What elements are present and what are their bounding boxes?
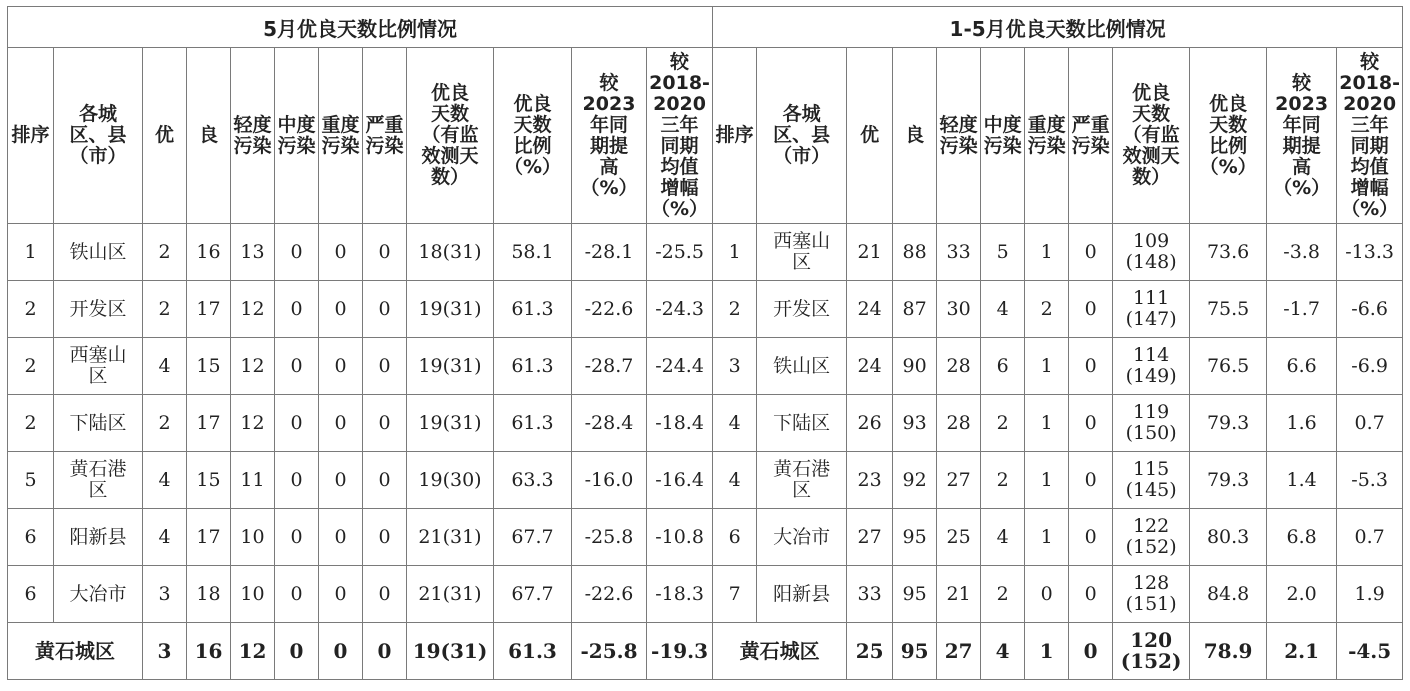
table-cell: 17 bbox=[187, 395, 231, 452]
column-header bbox=[231, 48, 275, 224]
table-cell: 12 bbox=[231, 281, 275, 338]
table-cell: 6 bbox=[713, 509, 757, 566]
table-cell: 92 bbox=[893, 452, 937, 509]
table-row bbox=[8, 224, 1403, 281]
column-header bbox=[572, 48, 647, 224]
table-cell: 7 bbox=[713, 566, 757, 623]
table-cell: 4 bbox=[981, 509, 1025, 566]
table-cell: 4 bbox=[143, 338, 187, 395]
column-header-label: 重度 污染 bbox=[321, 113, 360, 157]
table-cell: 114 (149) bbox=[1113, 338, 1190, 395]
table-cell: -25.5 bbox=[647, 224, 713, 281]
column-header bbox=[319, 48, 363, 224]
table-cell: 2 bbox=[981, 452, 1025, 509]
table-cell: 0 bbox=[275, 224, 319, 281]
table-cell: 2.1 bbox=[1267, 623, 1337, 680]
table-cell: 0 bbox=[363, 623, 407, 680]
total-label: 黄石城区 bbox=[8, 623, 143, 680]
table-cell: 13 bbox=[231, 224, 275, 281]
table-cell: 0 bbox=[275, 281, 319, 338]
table-cell: 12 bbox=[231, 623, 275, 680]
table-cell: -16.0 bbox=[572, 452, 647, 509]
table-cell: 0 bbox=[1069, 281, 1113, 338]
table-cell: 27 bbox=[847, 509, 893, 566]
table-cell: -5.3 bbox=[1337, 452, 1403, 509]
table-cell: 17 bbox=[187, 509, 231, 566]
column-header-label: 排序 bbox=[715, 124, 754, 146]
column-header-label: 较 2023 年同 期提 高 （%） bbox=[1273, 71, 1331, 199]
table-cell: 25 bbox=[847, 623, 893, 680]
table-cell: 2.0 bbox=[1267, 566, 1337, 623]
table-cell: 76.5 bbox=[1190, 338, 1267, 395]
column-header-label: 优 bbox=[860, 124, 880, 146]
table-cell: 11 bbox=[231, 452, 275, 509]
table-cell: 0 bbox=[275, 566, 319, 623]
table-cell: 23 bbox=[847, 452, 893, 509]
table-cell: -3.8 bbox=[1267, 224, 1337, 281]
table-cell: 1 bbox=[1025, 395, 1069, 452]
column-header bbox=[363, 48, 407, 224]
table-cell: 0 bbox=[1069, 509, 1113, 566]
table-cell: -28.1 bbox=[572, 224, 647, 281]
table-cell: -22.6 bbox=[572, 281, 647, 338]
table-cell: 4 bbox=[981, 281, 1025, 338]
table-row bbox=[8, 509, 1403, 566]
column-header-label: 良 bbox=[905, 124, 925, 146]
column-header-label: 优良 天数 （有监 效测天 数） bbox=[421, 82, 479, 188]
table-cell: 铁山区 bbox=[757, 338, 847, 395]
table-cell: 1 bbox=[713, 224, 757, 281]
table-cell: 2 bbox=[8, 395, 54, 452]
table-cell: 2 bbox=[981, 566, 1025, 623]
table-cell: 18 bbox=[187, 566, 231, 623]
table-cell: -13.3 bbox=[1337, 224, 1403, 281]
table-cell: 19(30) bbox=[407, 452, 494, 509]
table-cell: 2 bbox=[981, 395, 1025, 452]
table-cell: 84.8 bbox=[1190, 566, 1267, 623]
table-cell: 0.7 bbox=[1337, 509, 1403, 566]
table-cell: 111 (147) bbox=[1113, 281, 1190, 338]
table-cell: 1.4 bbox=[1267, 452, 1337, 509]
table-cell: 4 bbox=[713, 395, 757, 452]
table-cell: 128 (151) bbox=[1113, 566, 1190, 623]
table-cell: 5 bbox=[981, 224, 1025, 281]
table-cell: 28 bbox=[937, 338, 981, 395]
column-header-label: 较 2018- 2020 三年 同期 均值 增幅 （%） bbox=[1339, 50, 1400, 220]
table-cell: 73.6 bbox=[1190, 224, 1267, 281]
column-header-label: 良 bbox=[198, 124, 218, 146]
column-header bbox=[981, 48, 1025, 224]
table-cell: 24 bbox=[847, 281, 893, 338]
column-header-label: 中度 污染 bbox=[983, 113, 1022, 157]
total-label: 黄石城区 bbox=[713, 623, 847, 680]
table-cell: 19(31) bbox=[407, 281, 494, 338]
table-cell: 大冶市 bbox=[54, 566, 143, 623]
column-header bbox=[1069, 48, 1113, 224]
table-cell: 0 bbox=[363, 281, 407, 338]
column-header bbox=[647, 48, 713, 224]
column-header-label: 较 2023 年同 期提 高 （%） bbox=[580, 71, 638, 199]
table-cell: 33 bbox=[847, 566, 893, 623]
column-header bbox=[1113, 48, 1190, 224]
table-cell: 1 bbox=[8, 224, 54, 281]
table-cell: 15 bbox=[187, 338, 231, 395]
table-cell: 16 bbox=[187, 623, 231, 680]
table-cell: -24.4 bbox=[647, 338, 713, 395]
column-header-label: 优良 天数 （有监 效测天 数） bbox=[1122, 82, 1180, 188]
table-cell: 0 bbox=[319, 395, 363, 452]
table-cell: 西塞山 区 bbox=[757, 224, 847, 281]
table-cell: 93 bbox=[893, 395, 937, 452]
table-cell: 6 bbox=[8, 509, 54, 566]
table-cell: 27 bbox=[937, 452, 981, 509]
table-cell: -24.3 bbox=[647, 281, 713, 338]
table-cell: 0 bbox=[1069, 395, 1113, 452]
column-header-label: 优良 天数 比例 （%） bbox=[1199, 92, 1257, 178]
column-header-label: 严重 污染 bbox=[1071, 113, 1110, 157]
table-cell: 0 bbox=[363, 224, 407, 281]
table-cell: 0 bbox=[363, 566, 407, 623]
column-header-label: 排序 bbox=[11, 124, 50, 146]
table-cell: 122 (152) bbox=[1113, 509, 1190, 566]
table-cell: 24 bbox=[847, 338, 893, 395]
column-header-label: 中度 污染 bbox=[277, 113, 316, 157]
table-cell: -16.4 bbox=[647, 452, 713, 509]
table-cell: 87 bbox=[893, 281, 937, 338]
table-cell: 33 bbox=[937, 224, 981, 281]
column-header bbox=[1267, 48, 1337, 224]
column-header bbox=[187, 48, 231, 224]
column-header bbox=[1337, 48, 1403, 224]
table-cell: 1 bbox=[1025, 452, 1069, 509]
table-cell: 黄石港 区 bbox=[757, 452, 847, 509]
table-cell: 0 bbox=[275, 338, 319, 395]
table-cell: 2 bbox=[143, 395, 187, 452]
table-cell: 1.9 bbox=[1337, 566, 1403, 623]
table-cell: 79.3 bbox=[1190, 452, 1267, 509]
table-cell: 0 bbox=[319, 281, 363, 338]
table-cell: 61.3 bbox=[494, 338, 572, 395]
table-cell: 26 bbox=[847, 395, 893, 452]
table-cell: -4.5 bbox=[1337, 623, 1403, 680]
table-cell: -28.4 bbox=[572, 395, 647, 452]
table-cell: 1 bbox=[1025, 509, 1069, 566]
table-cell: 0 bbox=[319, 452, 363, 509]
table-cell: 80.3 bbox=[1190, 509, 1267, 566]
table-cell: 67.7 bbox=[494, 566, 572, 623]
table-body bbox=[8, 224, 1403, 680]
table-cell: 阳新县 bbox=[757, 566, 847, 623]
table-cell: 0 bbox=[1069, 452, 1113, 509]
table-row bbox=[8, 566, 1403, 623]
table-cell: 6 bbox=[8, 566, 54, 623]
table-cell: 铁山区 bbox=[54, 224, 143, 281]
column-header bbox=[143, 48, 187, 224]
column-header bbox=[937, 48, 981, 224]
table-cell: -10.8 bbox=[647, 509, 713, 566]
table-cell: 4 bbox=[713, 452, 757, 509]
table-cell: 30 bbox=[937, 281, 981, 338]
table-cell: 1 bbox=[1025, 623, 1069, 680]
table-cell: 21 bbox=[847, 224, 893, 281]
table-cell: 88 bbox=[893, 224, 937, 281]
column-header-label: 各城 区、县 （市） bbox=[773, 103, 831, 167]
table-cell: 2 bbox=[713, 281, 757, 338]
column-header bbox=[494, 48, 572, 224]
table-cell: -6.6 bbox=[1337, 281, 1403, 338]
table-cell: 6 bbox=[981, 338, 1025, 395]
table-cell: 95 bbox=[893, 509, 937, 566]
table-cell: 下陆区 bbox=[757, 395, 847, 452]
table-cell: 0 bbox=[319, 224, 363, 281]
table-cell: 0.7 bbox=[1337, 395, 1403, 452]
table-cell: 21(31) bbox=[407, 566, 494, 623]
table-cell: -18.3 bbox=[647, 566, 713, 623]
table-cell: 21 bbox=[937, 566, 981, 623]
table-cell: -25.8 bbox=[572, 623, 647, 680]
table-cell: 0 bbox=[319, 509, 363, 566]
table-cell: 12 bbox=[231, 395, 275, 452]
table-cell: 0 bbox=[1069, 338, 1113, 395]
column-header bbox=[1025, 48, 1069, 224]
table-cell: 79.3 bbox=[1190, 395, 1267, 452]
column-header bbox=[8, 48, 54, 224]
column-header-label: 轻度 污染 bbox=[233, 113, 272, 157]
column-header-row bbox=[8, 48, 1403, 224]
column-header-label: 轻度 污染 bbox=[939, 113, 978, 157]
column-header-label: 优 bbox=[154, 124, 174, 146]
table-cell: 21(31) bbox=[407, 509, 494, 566]
table-cell: 1.6 bbox=[1267, 395, 1337, 452]
column-header bbox=[757, 48, 847, 224]
table-cell: 0 bbox=[275, 452, 319, 509]
column-header-label: 严重 污染 bbox=[365, 113, 404, 157]
column-header bbox=[407, 48, 494, 224]
table-cell: 开发区 bbox=[757, 281, 847, 338]
table-cell: 0 bbox=[1025, 566, 1069, 623]
table-cell: 18(31) bbox=[407, 224, 494, 281]
table-cell: 2 bbox=[8, 281, 54, 338]
table-cell: 19(31) bbox=[407, 623, 494, 680]
table-cell: 12 bbox=[231, 338, 275, 395]
table-cell: 16 bbox=[187, 224, 231, 281]
table-cell: 3 bbox=[143, 623, 187, 680]
table-cell: 0 bbox=[275, 623, 319, 680]
table-cell: 10 bbox=[231, 509, 275, 566]
table-cell: 6.6 bbox=[1267, 338, 1337, 395]
table-cell: 0 bbox=[275, 509, 319, 566]
table-cell: -19.3 bbox=[647, 623, 713, 680]
table-cell: -28.7 bbox=[572, 338, 647, 395]
table-cell: 黄石港 区 bbox=[54, 452, 143, 509]
table-cell: 10 bbox=[231, 566, 275, 623]
column-header-label: 重度 污染 bbox=[1027, 113, 1066, 157]
table-cell: 120 (152) bbox=[1113, 623, 1190, 680]
table-cell: 119 (150) bbox=[1113, 395, 1190, 452]
column-header-label: 各城 区、县 （市） bbox=[69, 103, 127, 167]
table-cell: 大冶市 bbox=[757, 509, 847, 566]
table-cell: 1 bbox=[1025, 224, 1069, 281]
table-row bbox=[8, 452, 1403, 509]
table-cell: 4 bbox=[143, 452, 187, 509]
left-section-title: 5月优良天数比例情况 bbox=[8, 7, 713, 48]
table-cell: 0 bbox=[1069, 623, 1113, 680]
table-cell: 67.7 bbox=[494, 509, 572, 566]
table-cell: 25 bbox=[937, 509, 981, 566]
table-row bbox=[8, 281, 1403, 338]
table-cell: 开发区 bbox=[54, 281, 143, 338]
table-row bbox=[8, 338, 1403, 395]
table-cell: 下陆区 bbox=[54, 395, 143, 452]
table-cell: 3 bbox=[713, 338, 757, 395]
table-cell: 6.8 bbox=[1267, 509, 1337, 566]
table-cell: 109 (148) bbox=[1113, 224, 1190, 281]
column-header bbox=[847, 48, 893, 224]
total-row bbox=[8, 623, 1403, 680]
table-cell: -1.7 bbox=[1267, 281, 1337, 338]
table-cell: 阳新县 bbox=[54, 509, 143, 566]
table-cell: 95 bbox=[893, 566, 937, 623]
column-header-label: 较 2018- 2020 三年 同期 均值 增幅 （%） bbox=[649, 50, 710, 220]
right-section-title: 1-5月优良天数比例情况 bbox=[713, 7, 1403, 48]
table-cell: 0 bbox=[319, 338, 363, 395]
table-cell: 58.1 bbox=[494, 224, 572, 281]
column-header-label: 优良 天数 比例 （%） bbox=[503, 92, 562, 178]
table-cell: 27 bbox=[937, 623, 981, 680]
table-cell: 2 bbox=[143, 281, 187, 338]
column-header bbox=[1190, 48, 1267, 224]
table-cell: 2 bbox=[1025, 281, 1069, 338]
column-header bbox=[713, 48, 757, 224]
table-cell: -6.9 bbox=[1337, 338, 1403, 395]
table-cell: 0 bbox=[363, 338, 407, 395]
table-cell: 0 bbox=[363, 452, 407, 509]
table-cell: -18.4 bbox=[647, 395, 713, 452]
table-row bbox=[8, 395, 1403, 452]
table-cell: 2 bbox=[8, 338, 54, 395]
table-cell: 4 bbox=[143, 509, 187, 566]
table-cell: 4 bbox=[981, 623, 1025, 680]
table-cell: 63.3 bbox=[494, 452, 572, 509]
column-header bbox=[893, 48, 937, 224]
table-cell: 西塞山 区 bbox=[54, 338, 143, 395]
table-cell: 61.3 bbox=[494, 281, 572, 338]
table-cell: 19(31) bbox=[407, 395, 494, 452]
table-cell: 0 bbox=[363, 509, 407, 566]
table-cell: 19(31) bbox=[407, 338, 494, 395]
table-cell: -22.6 bbox=[572, 566, 647, 623]
table-cell: 28 bbox=[937, 395, 981, 452]
table-cell: 115 (145) bbox=[1113, 452, 1190, 509]
table-cell: 3 bbox=[143, 566, 187, 623]
table-cell: 0 bbox=[1069, 224, 1113, 281]
table-cell: 2 bbox=[143, 224, 187, 281]
table-cell: 75.5 bbox=[1190, 281, 1267, 338]
table-cell: -25.8 bbox=[572, 509, 647, 566]
table-cell: 0 bbox=[319, 623, 363, 680]
table-cell: 0 bbox=[319, 566, 363, 623]
table-cell: 61.3 bbox=[494, 395, 572, 452]
table-cell: 15 bbox=[187, 452, 231, 509]
column-header bbox=[54, 48, 143, 224]
table-cell: 61.3 bbox=[494, 623, 572, 680]
table-cell: 78.9 bbox=[1190, 623, 1267, 680]
table-cell: 0 bbox=[275, 395, 319, 452]
column-header bbox=[275, 48, 319, 224]
table-cell: 5 bbox=[8, 452, 54, 509]
table-cell: 1 bbox=[1025, 338, 1069, 395]
table-cell: 95 bbox=[893, 623, 937, 680]
table-cell: 17 bbox=[187, 281, 231, 338]
air-quality-table bbox=[7, 6, 1403, 680]
table-cell: 0 bbox=[1069, 566, 1113, 623]
table-cell: 90 bbox=[893, 338, 937, 395]
table-cell: 0 bbox=[363, 395, 407, 452]
